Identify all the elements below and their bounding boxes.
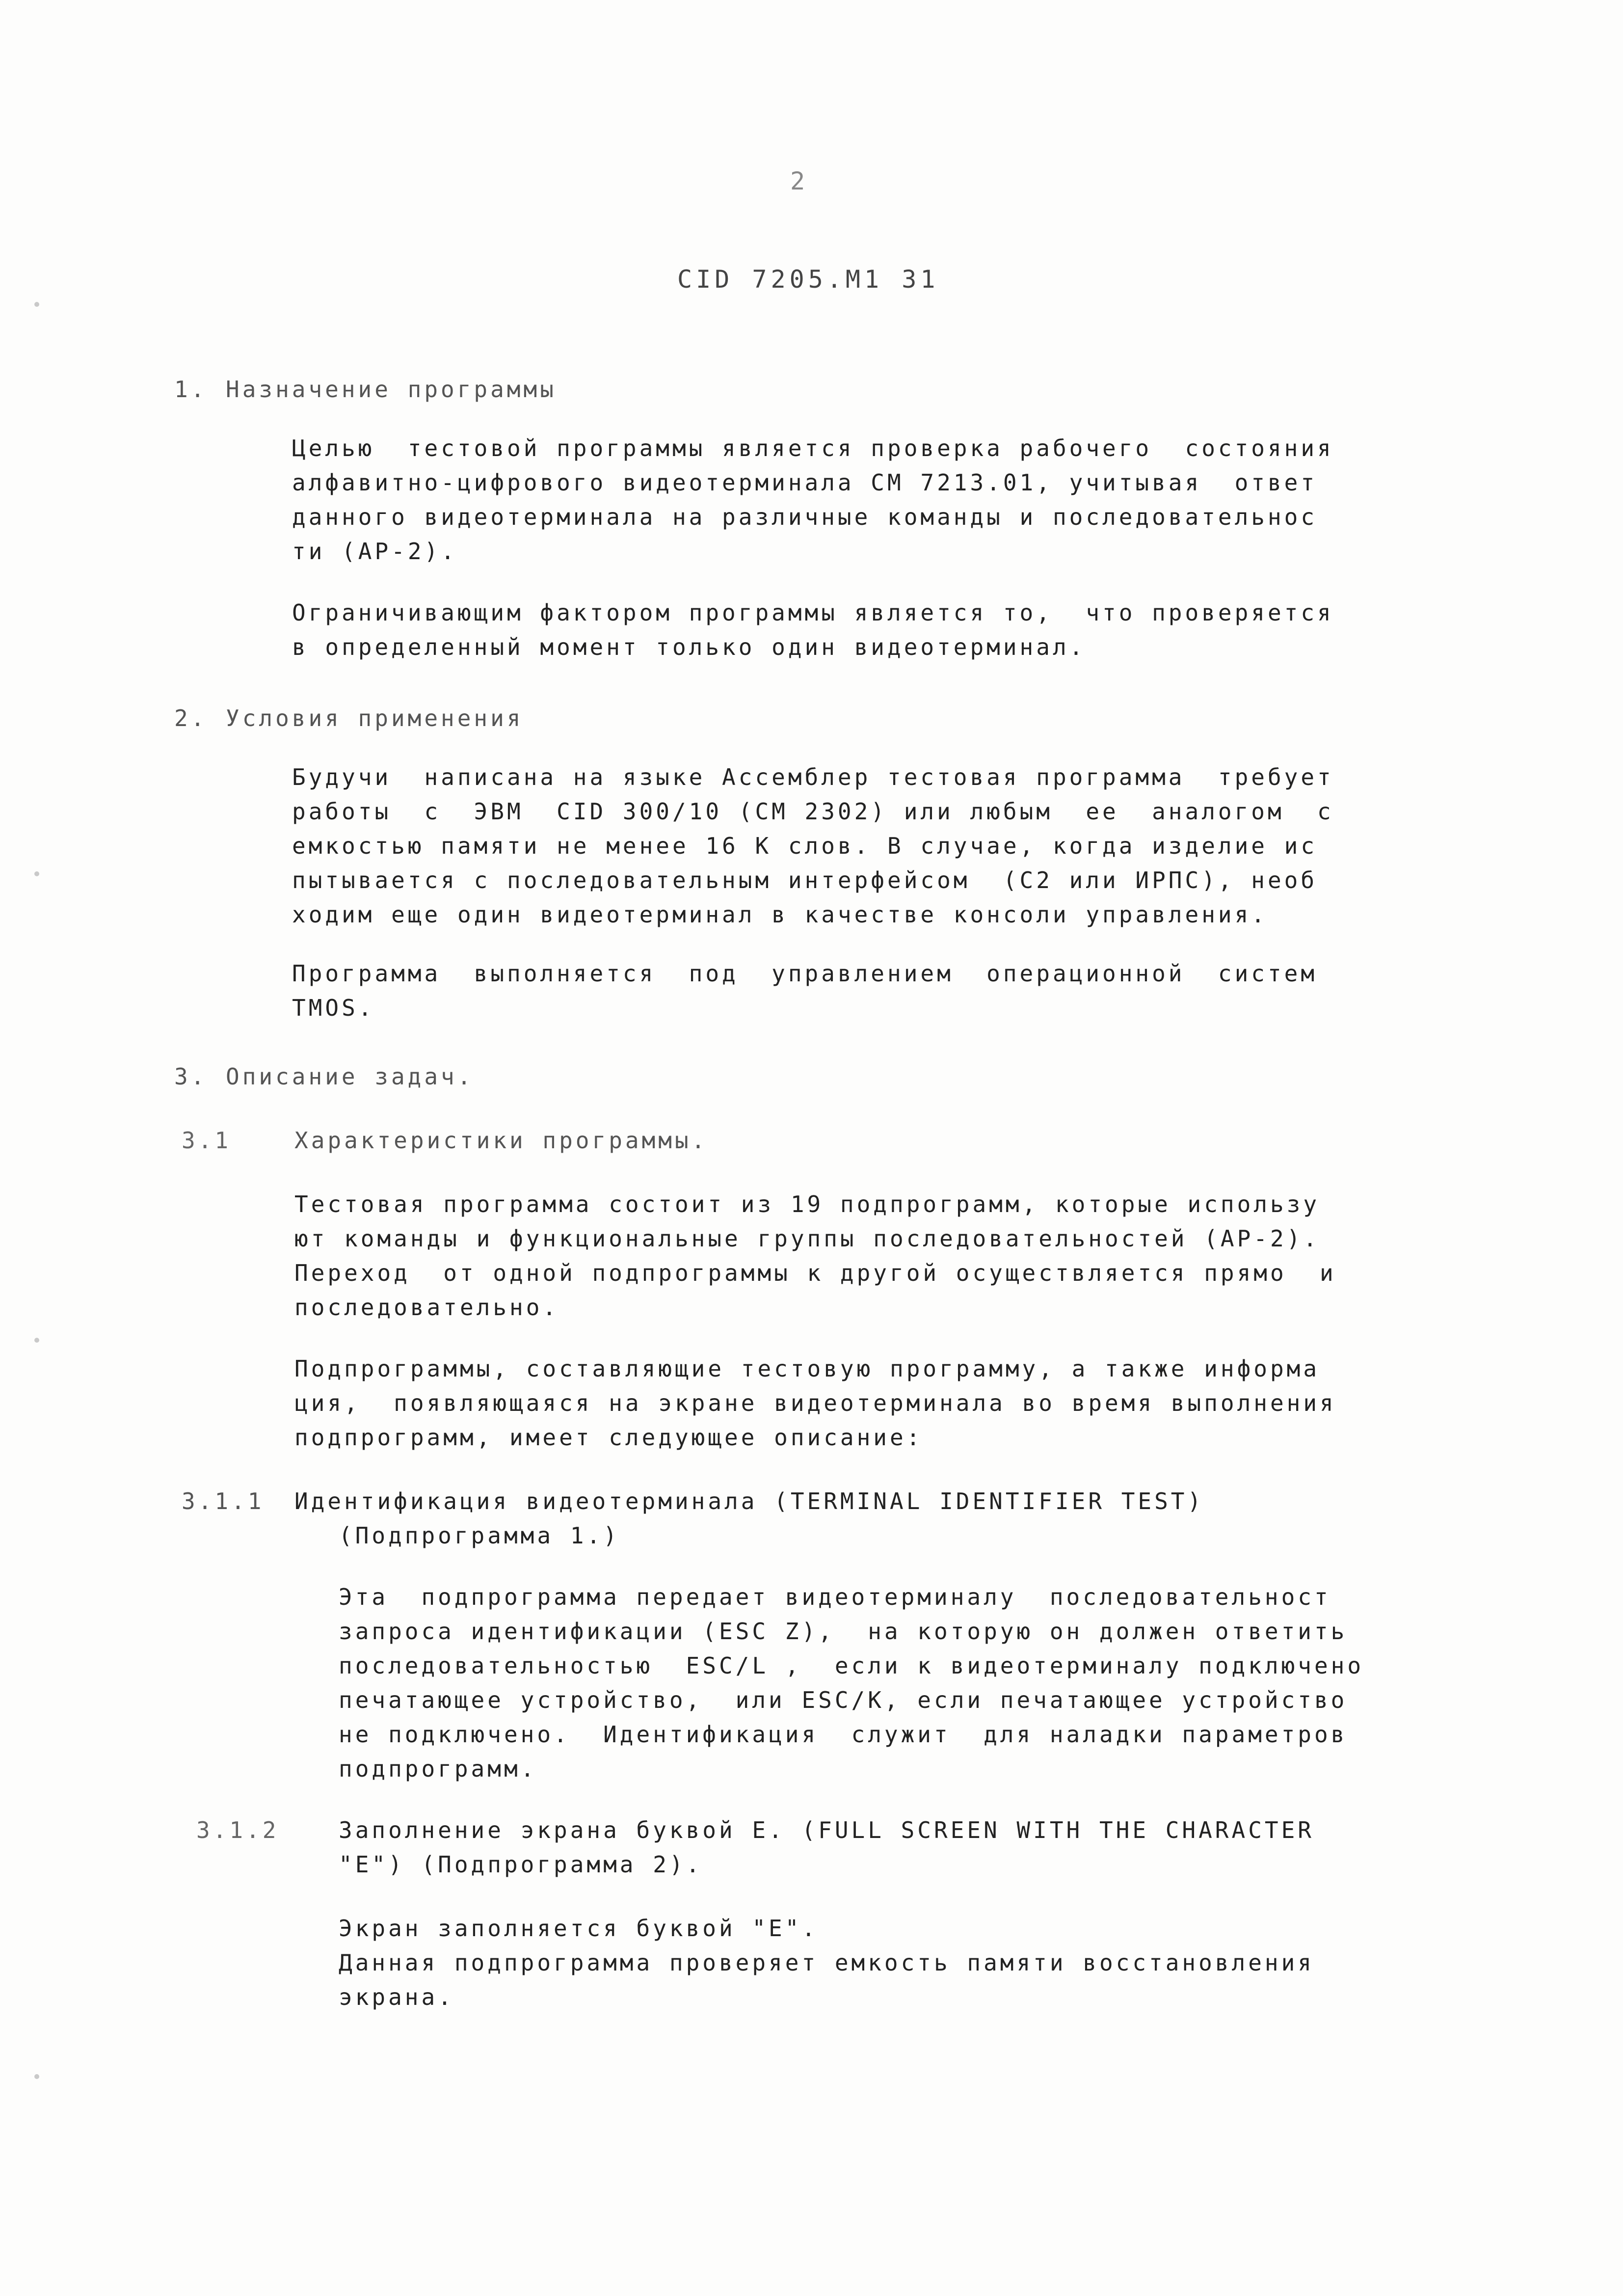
text-line: Ограничивающим фактором программы является то, что проверяется (292, 599, 1334, 626)
text-line: подпрограмм. (339, 1756, 537, 1782)
text-line: работы с ЭВМ CID 300/10 (СМ 2302) или любым ее аналогом с (292, 798, 1334, 825)
section-title: Описание задач. (226, 1063, 474, 1090)
text-line: пытывается с последовательным интерфейсом (С2 или ИРПС), необ (292, 867, 1318, 893)
subsection-number: 3.1.2 (196, 1817, 279, 1843)
text-line: печатающее устройство, или ESC/K, если печатающее устройство (339, 1687, 1348, 1713)
punch-mark (34, 2074, 39, 2079)
document-code: CID 7205.M1 31 (677, 265, 939, 294)
subsection-title: Заполнение экрана буквой Е. (FULL SCREEN WITH THE CHARACTER (339, 1817, 1314, 1843)
text-line: последовательностью ESC/L , если к видеотерминалу подключено (339, 1652, 1364, 1679)
text-line: ют команды и функциональные группы последовательностей (АР-2). (294, 1225, 1320, 1252)
text-line: данного видеотерминала на различные команды и последовательнос (292, 504, 1318, 530)
subsection-number: 3.1 (182, 1127, 232, 1154)
text-line: алфавитно-цифрового видеотерминала СМ 7213.01, учитывая ответ (292, 469, 1318, 496)
text-line: Программа выполняется под управлением операционной систем (292, 960, 1318, 987)
subsection-title: Характеристики программы. (294, 1127, 708, 1154)
subsection-title: "E") (Подпрограмма 2). (339, 1851, 703, 1878)
section-title: Условия применения (226, 705, 524, 731)
text-line: запроса идентификации (ESC Z), на которую он должен ответить (339, 1618, 1348, 1645)
section-number: 1. (174, 376, 208, 403)
text-line: Целью тестовой программы является проверка рабочего состояния (292, 435, 1334, 461)
text-line: ция, появляющаяся на экране видеотерминала во время выполнения (294, 1390, 1336, 1416)
subsection-title: Идентификация видеотерминала (TERMINAL IDENTIFIER TEST) (294, 1488, 1204, 1514)
section-number: 2. (174, 705, 208, 731)
text-line: TMOS. (292, 995, 375, 1021)
text-line: Переход от одной подпрограммы к другой осуществляется прямо и (294, 1260, 1336, 1286)
text-line: Эта подпрограмма передает видеотерминалу последовательност (339, 1584, 1331, 1610)
text-line: Данная подпрограмма проверяет емкость памяти восстановления (339, 1949, 1314, 1976)
text-line: ходим еще один видеотерминал в качестве консоли управления. (292, 901, 1268, 928)
text-line: Экран заполняется буквой "Е". (339, 1915, 819, 1942)
text-line: Тестовая программа состоит из 19 подпрограмм, которые использу (294, 1191, 1320, 1217)
text-line: подпрограмм, имеет следующее описание: (294, 1424, 923, 1451)
punch-mark (34, 1338, 39, 1343)
page-number: 2 (790, 167, 806, 195)
text-line: экрана. (339, 1984, 454, 2010)
text-line: емкостью памяти не менее 16 К слов. В случае, когда изделие ис (292, 833, 1318, 859)
text-line: последовательно. (294, 1294, 559, 1321)
subsection-title: (Подпрограмма 1.) (339, 1522, 620, 1549)
text-line: Будучи написана на языке Ассемблер тестовая программа требует (292, 764, 1334, 790)
section-title: Назначение программы (226, 376, 557, 403)
punch-mark (34, 302, 39, 307)
subsection-number: 3.1.1 (182, 1488, 265, 1514)
text-line: в определенный момент только один видеотерминал. (292, 634, 1086, 660)
section-number: 3. (174, 1063, 208, 1090)
text-line: Подпрограммы, составляющие тестовую программу, а также информа (294, 1355, 1320, 1382)
text-line: не подключено. Идентификация служит для наладки параметров (339, 1721, 1348, 1748)
text-line: ти (АР-2). (292, 538, 457, 565)
punch-mark (34, 871, 39, 876)
